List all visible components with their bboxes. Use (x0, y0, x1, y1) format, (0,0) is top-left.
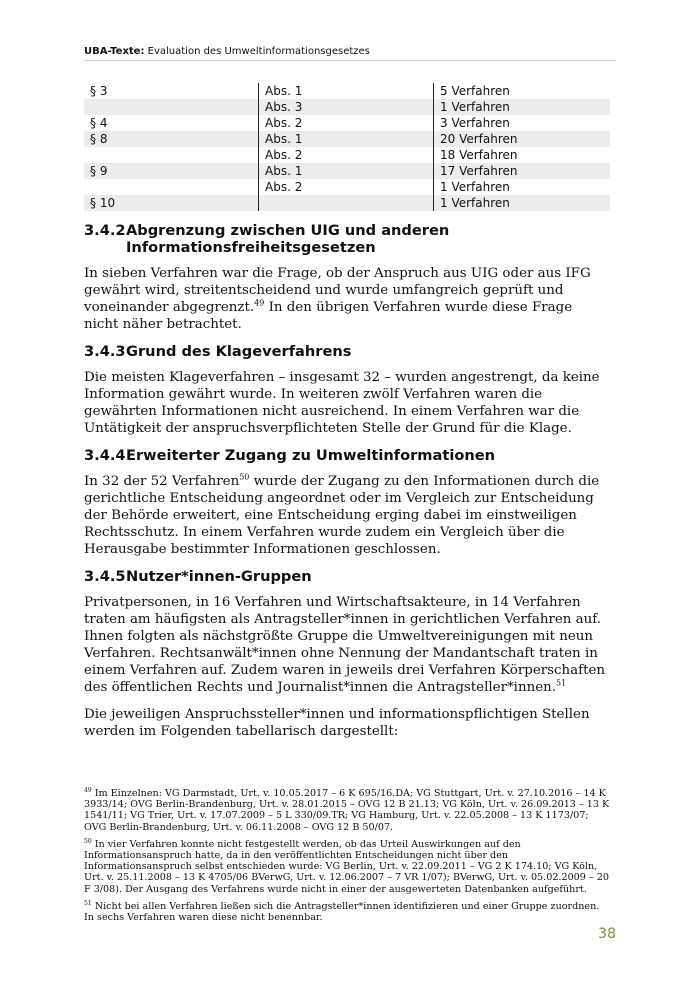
table-cell-paragraph (84, 99, 259, 115)
table-cell-absatz (259, 195, 434, 211)
paragraph: Die meisten Klageverfahren – insgesamt 32 – wurden angestrengt, da keine Information gewährt wurde. In weiteren zwölf Verfahren waren die gewährten Informationen nicht ausreichend. In einem Verfahren war die Untätigkeit der anspruchsverpflichteten Stelle der Grund für die Klage. (84, 370, 600, 436)
section-number: 3.4.3 (84, 343, 126, 360)
paragraph (84, 594, 610, 696)
paragraph (84, 265, 610, 333)
paragraph (84, 473, 610, 558)
section-title: Abgrenzung zwischen UIG und anderen Informationsfreiheitsgesetzen (126, 222, 450, 256)
table-row (84, 83, 610, 99)
section-number: 3.4.2 (84, 222, 126, 239)
header-series: UBA-Texte: (84, 46, 145, 57)
table-cell-paragraph: § 10 (84, 195, 259, 211)
paragraph-table (84, 83, 610, 211)
section-title: Grund des Klageverfahrens (126, 343, 352, 360)
main-content (84, 222, 610, 750)
running-header (84, 46, 616, 61)
page-number: 38 (598, 926, 616, 942)
table-cell-count: 17 Verfahren (434, 163, 611, 179)
section-heading (84, 568, 610, 585)
section-number: 3.4.4 (84, 447, 126, 464)
section-3-4-5 (84, 568, 610, 740)
table-row (84, 131, 610, 147)
table-cell-count: 1 Verfahren (434, 195, 611, 211)
footnote-ref[interactable]: 51 (556, 678, 567, 688)
footnote-number: 51 (84, 899, 92, 907)
header-title: Evaluation des Umweltinformationsgesetzes (147, 46, 370, 57)
section-3-4-3 (84, 343, 610, 437)
table-cell-paragraph (84, 179, 259, 195)
table-row (84, 179, 610, 195)
section-number: 3.4.5 (84, 568, 126, 585)
table-cell-count: 5 Verfahren (440, 84, 510, 98)
paragraph-text: wurde der Zugang zu den Informationen durch die gerichtliche Entscheidung angeordnet oder im Vergleich zur Entscheidung der Behörde erweitert, eine Entscheidung erging dabei im einstweiligen Rechtsschutz. In einem Verfahren wurde zudem ein Vergleich über die Herausgabe bestimmter Informationen geschlossen. (84, 474, 600, 557)
paragraph: Die jeweiligen Anspruchssteller*innen und informationspflichtigen Stellen werden im Folgenden tabellarisch dargestellt: (84, 707, 590, 739)
table-cell-absatz: Abs. 3 (259, 99, 434, 115)
section-title: Erweiterter Zugang zu Umweltinformationen (126, 447, 496, 464)
table-cell-paragraph (84, 147, 259, 163)
footnote-ref[interactable]: 50 (239, 472, 250, 482)
footnote-number: 50 (84, 837, 92, 845)
table-cell-count: 20 Verfahren (434, 131, 611, 147)
footnote-number: 49 (84, 786, 92, 794)
table-cell-absatz: Abs. 1 (259, 83, 434, 99)
paragraph-text: In 32 der 52 Verfahren (84, 474, 240, 489)
table-cell-absatz: Abs. 1 (259, 131, 434, 147)
section-heading (84, 447, 610, 464)
section-heading (84, 343, 610, 360)
footnote-text: Nicht bei allen Verfahren ließen sich die Antragsteller*innen identifizieren und einer Gruppe zuordnen. In sechs Verfahren waren diese nicht benennbar. (84, 900, 600, 924)
footnote-text: Im Einzelnen: VG Darmstadt, Urt. v. 10.05.2017 – 6 K 695/16.DA; VG Stuttgart, Urt. v. 27.10.2016 – 14 K 3933/14; OVG Berlin-Brandenburg, Urt. v. 28.01.2015 – OVG 12 B 21.13; VG Köln, Urt. v. 26.09.2013 – 13 K 1541/11; VG Trier, Urt. v. 17.07.2009 – 5 L 330/09.TR; VG Hamburg, Urt. v. 22.05.2008 – 13 K 1173/07; OVG Berlin-Brandenburg, Urt. v. 06.11.2008 – OVG 12 B 50/07. (84, 788, 610, 833)
table-cell-count: 3 Verfahren (440, 116, 510, 130)
paragraph-text: Privatpersonen, in 16 Verfahren und Wirtschaftsakteure, in 14 Verfahren traten am häufigsten als Antragsteller*innen in gerichtlichen Verfahren auf. Ihnen folgten als nächstgrößte Gruppe die Umweltvereinigungen mit neun Verfahren. Rechtsanwält*innen ohne Nennung der Mandantschaft traten in einem Verfahren auf. Zudem waren in jeweils drei Verfahren Körperschaften des öffentlichen Rechts und Journalist*innen die Antragsteller*innen. (84, 595, 606, 695)
table-cell-absatz: Abs. 2 (259, 115, 434, 131)
table-cell-paragraph: § 8 (84, 131, 259, 147)
footnote (84, 839, 610, 895)
table-row (84, 115, 610, 131)
table-row (84, 163, 610, 179)
footnote-ref[interactable]: 49 (254, 298, 265, 308)
table-cell-count: 1 Verfahren (440, 180, 510, 194)
table-cell-count: 1 Verfahren (434, 99, 611, 115)
table-row (84, 195, 610, 211)
section-heading (84, 222, 610, 256)
table-row (84, 99, 610, 115)
table-cell-absatz: Abs. 1 (259, 163, 434, 179)
table-cell-count: 18 Verfahren (440, 148, 518, 162)
paragraph-text: In sieben Verfahren war die Frage, ob der Anspruch aus UIG oder aus IFG gewährt wird, streitentscheidend und wurde umfangreich geprüft und voneinander abgegrenzt. (84, 266, 591, 315)
table-row (84, 147, 610, 163)
table-cell-absatz: Abs. 2 (259, 179, 434, 195)
footnote (84, 788, 610, 833)
table-cell-paragraph: § 9 (84, 163, 259, 179)
section-title: Nutzer*innen-Gruppen (126, 568, 312, 585)
table-cell-paragraph: § 3 (84, 83, 259, 99)
paragraph-text: In den übrigen Verfahren wurde diese Frage nicht näher betrachtet. (84, 300, 573, 332)
section-3-4-4 (84, 447, 610, 558)
footnote (84, 901, 610, 923)
footnotes (84, 788, 610, 929)
section-3-4-2 (84, 222, 610, 333)
footnote-text: In vier Verfahren konnte nicht festgestellt werden, ob das Urteil Auswirkungen auf den Informationsanspruch hatte, da in den veröffentlichten Entscheidungen nicht über den Informationsanspruch selbst entschieden wurde: VG Berlin, Urt. v. 22.09.2011 – VG 2 K 174.10; VG Köln, Urt. v. 25.11.2008 – 13 K 4705/06 BVerwG, Urt. v. 12.06.2007 – 7 VR 1/07); BVerwG, Urt. v. 05.02.2009 – 20 F 3/08). Der Ausgang des Verfahrens wurde nicht in einer der ausgewerteten Datenbanken aufgeführt. (84, 838, 609, 895)
table-cell-paragraph: § 4 (84, 115, 259, 131)
table-cell-absatz: Abs. 2 (259, 147, 434, 163)
